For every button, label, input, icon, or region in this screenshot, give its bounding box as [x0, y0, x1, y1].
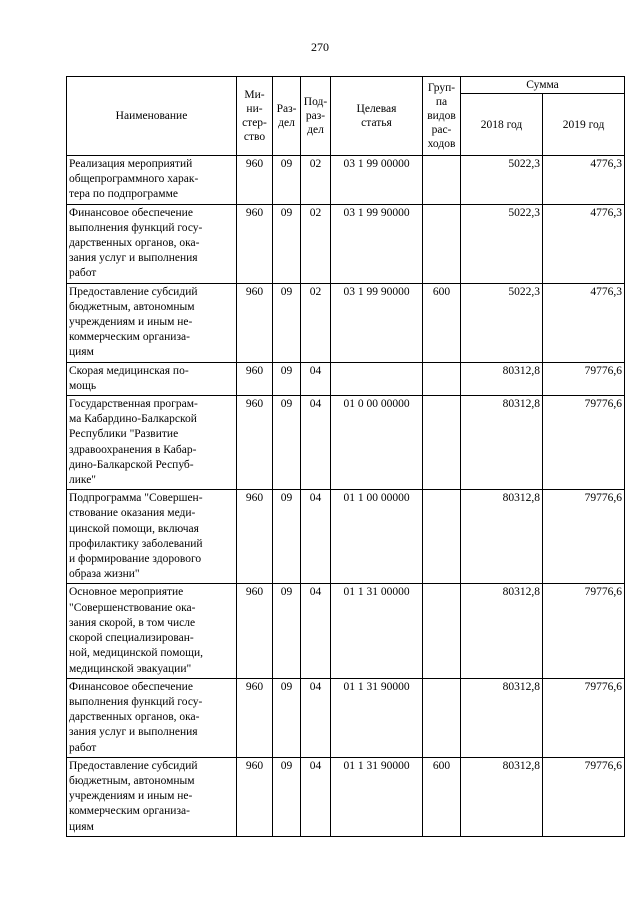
cell-name-line: Финансовое обеспечение: [69, 680, 193, 693]
cell-target: 03 1 99 00000: [331, 156, 423, 205]
cell-expense-group: [423, 678, 461, 757]
cell-name: [67, 156, 237, 205]
cell-name-line: общепрограммного харак-: [69, 173, 199, 186]
cell-name-line: бюджетным, автономным: [69, 774, 195, 787]
header-subsection-line: Под-: [303, 96, 328, 108]
cell-section: 09: [273, 396, 301, 490]
cell-sum-2019: 4776,3: [543, 283, 625, 362]
cell-name-line: мощь: [69, 379, 97, 392]
cell-name-line: дарственных органов, ока-: [69, 237, 200, 250]
budget-table: [66, 76, 625, 837]
cell-target: 01 1 31 00000: [331, 584, 423, 678]
cell-name-line: Предоставление субсидий: [69, 759, 198, 772]
cell-name-line: "Совершенствование ока-: [69, 601, 196, 614]
header-ministry-line: ство: [243, 131, 266, 143]
header-ministry-line: Ми-: [244, 89, 265, 101]
cell-ministry: 960: [237, 204, 273, 283]
cell-expense-group: 600: [423, 757, 461, 836]
cell-target: [331, 362, 423, 395]
cell-subsection: 04: [301, 584, 331, 678]
cell-name: [67, 678, 237, 757]
cell-section: 09: [273, 362, 301, 395]
cell-target: 01 0 00 00000: [331, 396, 423, 490]
cell-target: 01 1 31 90000: [331, 757, 423, 836]
table-row: [67, 490, 625, 584]
cell-name-line: Государственная програм-: [69, 398, 198, 411]
header-ministry-line: ни-: [246, 103, 263, 115]
cell-name-line: Основное мероприятие: [69, 586, 184, 599]
cell-sum-2019: 79776,6: [543, 584, 625, 678]
cell-name: [67, 490, 237, 584]
cell-ministry: 960: [237, 156, 273, 205]
cell-section: 09: [273, 678, 301, 757]
cell-name-line: циям: [69, 346, 94, 359]
table-row: [67, 396, 625, 490]
header-group-line: па: [435, 96, 448, 108]
header-section: [273, 77, 301, 156]
cell-name-line: дино-Балкарской Респуб-: [69, 458, 194, 471]
cell-ministry: 960: [237, 396, 273, 490]
cell-expense-group: [423, 490, 461, 584]
cell-name: [67, 396, 237, 490]
cell-subsection: 02: [301, 156, 331, 205]
cell-sum-2018: 80312,8: [461, 757, 543, 836]
cell-subsection: 02: [301, 283, 331, 362]
cell-sum-2019: 79776,6: [543, 757, 625, 836]
table-row: [67, 362, 625, 395]
cell-name-line: Скорая медицинская по-: [69, 364, 189, 377]
cell-subsection: 04: [301, 396, 331, 490]
cell-sum-2018: 80312,8: [461, 362, 543, 395]
cell-name: [67, 283, 237, 362]
cell-ministry: 960: [237, 362, 273, 395]
cell-name-line: Предоставление субсидий: [69, 285, 198, 298]
cell-sum-2019: 79776,6: [543, 490, 625, 584]
cell-name-line: учреждениям и иным не-: [69, 790, 193, 803]
header-group-line: ходов: [427, 138, 456, 150]
header-group-line: рас-: [431, 124, 452, 136]
header-ministry-line: стер-: [242, 117, 267, 129]
cell-ministry: 960: [237, 757, 273, 836]
cell-name-line: и формирование здорового: [69, 553, 202, 566]
header-year-2018: 2018 год: [461, 94, 543, 156]
cell-expense-group: 600: [423, 283, 461, 362]
cell-name-line: выполнения функций госу-: [69, 695, 203, 708]
cell-target: 03 1 99 90000: [331, 283, 423, 362]
header-sum: Сумма: [461, 77, 625, 94]
cell-name-line: скорой специализирован-: [69, 632, 194, 645]
cell-name-line: коммерческим организа-: [69, 331, 190, 344]
cell-name-line: Республики "Развитие: [69, 428, 179, 441]
cell-subsection: 04: [301, 362, 331, 395]
cell-name-line: ствование оказания меди-: [69, 507, 196, 520]
cell-name-line: зания услуг и выполнения: [69, 252, 198, 265]
cell-subsection: 04: [301, 678, 331, 757]
cell-ministry: 960: [237, 490, 273, 584]
cell-name: [67, 757, 237, 836]
header-name: Наименование: [67, 77, 237, 156]
cell-name-line: лике": [69, 474, 96, 487]
table-row: [67, 584, 625, 678]
table-header: [67, 77, 625, 156]
cell-name-line: цинской помощи, включая: [69, 522, 199, 535]
header-expense-group: [423, 77, 461, 156]
cell-name-line: бюджетным, автономным: [69, 300, 195, 313]
table-row: [67, 283, 625, 362]
cell-name-line: работ: [69, 267, 97, 280]
cell-section: 09: [273, 204, 301, 283]
header-subsection-line: дел: [307, 124, 324, 136]
cell-expense-group: [423, 584, 461, 678]
cell-target: 01 1 31 90000: [331, 678, 423, 757]
cell-ministry: 960: [237, 584, 273, 678]
cell-sum-2018: 5022,3: [461, 283, 543, 362]
header-subsection-line: раз-: [305, 110, 326, 122]
header-year-2019: 2019 год: [543, 94, 625, 156]
table-body: [67, 156, 625, 837]
cell-subsection: 04: [301, 490, 331, 584]
cell-name-line: Финансовое обеспечение: [69, 206, 193, 219]
cell-name-line: зания скорой, в том числе: [69, 616, 196, 629]
header-group-line: видов: [427, 110, 456, 122]
table-row: [67, 156, 625, 205]
cell-ministry: 960: [237, 678, 273, 757]
cell-name-line: выполнения функций госу-: [69, 221, 203, 234]
cell-name-line: ной, медицинской помощи,: [69, 647, 203, 660]
cell-name-line: дарственных органов, ока-: [69, 711, 200, 724]
cell-subsection: 02: [301, 204, 331, 283]
cell-name-line: здравоохранения в Кабар-: [69, 443, 197, 456]
cell-expense-group: [423, 396, 461, 490]
cell-sum-2019: 79776,6: [543, 396, 625, 490]
cell-name-line: Реализация мероприятий: [69, 158, 193, 170]
table-row: [67, 678, 625, 757]
cell-name: [67, 584, 237, 678]
cell-target: 01 1 00 00000: [331, 490, 423, 584]
cell-name-line: зания услуг и выполнения: [69, 726, 198, 739]
header-section-line: Раз-: [276, 103, 297, 115]
header-target-line: Целевая: [356, 103, 397, 115]
cell-section: 09: [273, 584, 301, 678]
cell-section: 09: [273, 490, 301, 584]
page-number: 270: [311, 40, 329, 54]
header-section-line: дел: [278, 117, 295, 129]
cell-sum-2018: 5022,3: [461, 156, 543, 205]
header-subsection: [301, 77, 331, 156]
cell-sum-2019: 4776,3: [543, 204, 625, 283]
cell-name-line: ма Кабардино-Балкарской: [69, 413, 197, 426]
header-group-line: Груп-: [427, 82, 456, 94]
cell-name-line: тера по подпрограмме: [69, 188, 178, 201]
cell-name-line: образа жизни": [69, 568, 140, 581]
cell-section: 09: [273, 757, 301, 836]
cell-expense-group: [423, 156, 461, 205]
cell-expense-group: [423, 204, 461, 283]
header-target: [331, 77, 423, 156]
cell-name: [67, 362, 237, 395]
cell-name-line: учреждениям и иным не-: [69, 316, 193, 329]
cell-name-line: коммерческим организа-: [69, 805, 190, 818]
cell-sum-2018: 80312,8: [461, 584, 543, 678]
header-ministry: [237, 77, 273, 156]
cell-sum-2018: 80312,8: [461, 490, 543, 584]
cell-name-line: работ: [69, 741, 97, 754]
cell-name-line: Подпрограмма "Совершен-: [69, 492, 203, 505]
cell-sum-2019: 79776,6: [543, 362, 625, 395]
cell-sum-2018: 80312,8: [461, 396, 543, 490]
cell-target: 03 1 99 90000: [331, 204, 423, 283]
cell-subsection: 04: [301, 757, 331, 836]
cell-name-line: медицинской эвакуации": [69, 662, 192, 675]
cell-section: 09: [273, 156, 301, 205]
cell-name: [67, 204, 237, 283]
table-row: [67, 204, 625, 283]
cell-expense-group: [423, 362, 461, 395]
table-row: [67, 757, 625, 836]
cell-sum-2019: 79776,6: [543, 678, 625, 757]
cell-name-line: профилактику заболеваний: [69, 537, 203, 550]
cell-section: 09: [273, 283, 301, 362]
cell-sum-2018: 80312,8: [461, 678, 543, 757]
cell-name-line: циям: [69, 820, 94, 833]
cell-ministry: 960: [237, 283, 273, 362]
cell-sum-2018: 5022,3: [461, 204, 543, 283]
header-target-line: статья: [361, 117, 392, 129]
cell-sum-2019: 4776,3: [543, 156, 625, 205]
